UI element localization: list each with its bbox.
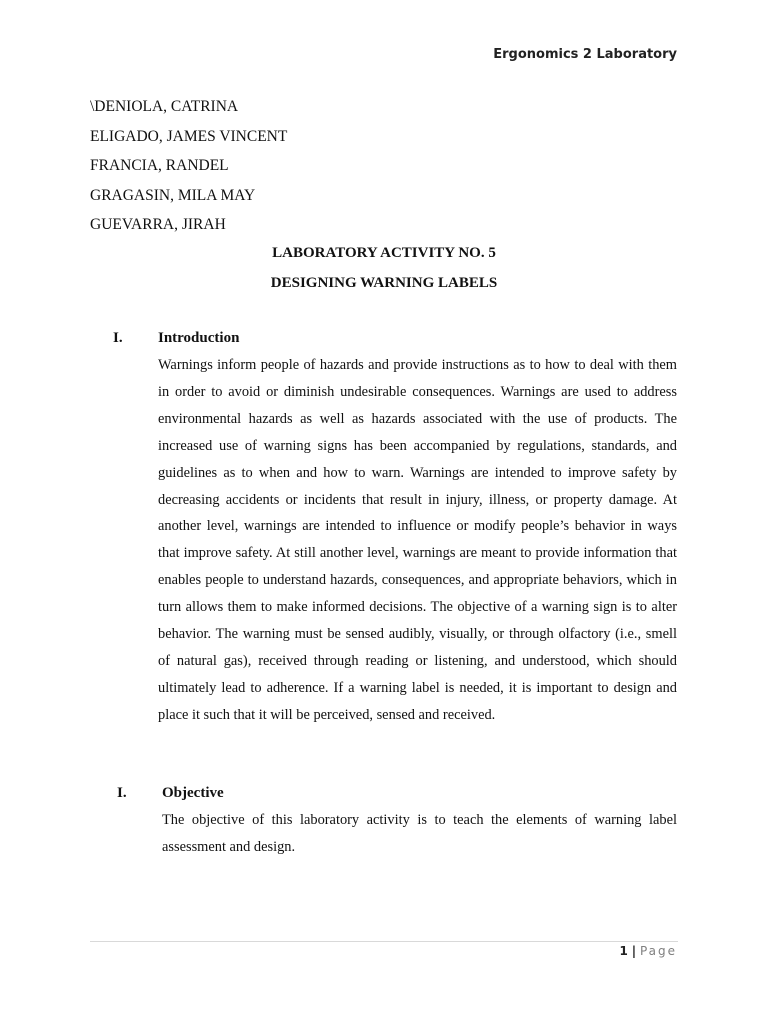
- page-number: 1: [619, 944, 628, 958]
- section-number: I.: [117, 785, 127, 801]
- section-body: Warnings inform people of hazards and provide instructions as to how to deal with them in order to avoid or diminish undesirable consequences. Warnings are used to address environmental hazards as well as hazards associated with the use of products. The increased use of warning signs has been accompanied by regulations, standards, and guidelines as to when and how to warn. Warnings are intended to improve safety by decreasing accidents or incidents that result in injury, illness, or property damage. At another level, warnings are intended to influence or modify people’s behavior in ways that improve safety. At still another level, warnings are meant to provide information that enables people to understand hazards, consequences, and appropriate behaviors, which in turn allows them to make informed decisions. The objective of a warning sign is to alter behavior. The warning must be sensed audibly, visually, or through olfactory (i.e., smell of natural gas), received through reading or listening, and understood, which should ultimately lead to adherence. If a warning label is needed, it is important to design and place it such that it will be perceived, sensed and received.: [158, 357, 677, 723]
- author-name: FRANCIA, RANDEL: [90, 157, 229, 174]
- document-titles: [90, 239, 678, 298]
- page-footer: [620, 944, 677, 958]
- footer-separator: |: [631, 944, 637, 958]
- page-header: Ergonomics 2 Laboratory: [493, 47, 677, 62]
- section-title: Objective: [162, 785, 224, 801]
- activity-title: LABORATORY ACTIVITY NO. 5: [272, 245, 496, 261]
- author-name: \DENIOLA, CATRINA: [90, 98, 239, 115]
- page-label: Page: [639, 944, 677, 958]
- author-name: GRAGASIN, MILA MAY: [90, 186, 256, 204]
- author-name: ELIGADO, JAMES VINCENT: [90, 127, 288, 145]
- author-list: [90, 92, 287, 240]
- section-body: The objective of this laboratory activity is to teach the elements of warning label assessment and design.: [162, 812, 677, 855]
- section-number: I.: [113, 330, 123, 346]
- section-title: Introduction: [158, 330, 240, 346]
- author-name: GUEVARRA, JIRAH: [90, 216, 226, 233]
- footer-divider: [90, 941, 678, 942]
- activity-subject: DESIGNING WARNING LABELS: [270, 274, 498, 291]
